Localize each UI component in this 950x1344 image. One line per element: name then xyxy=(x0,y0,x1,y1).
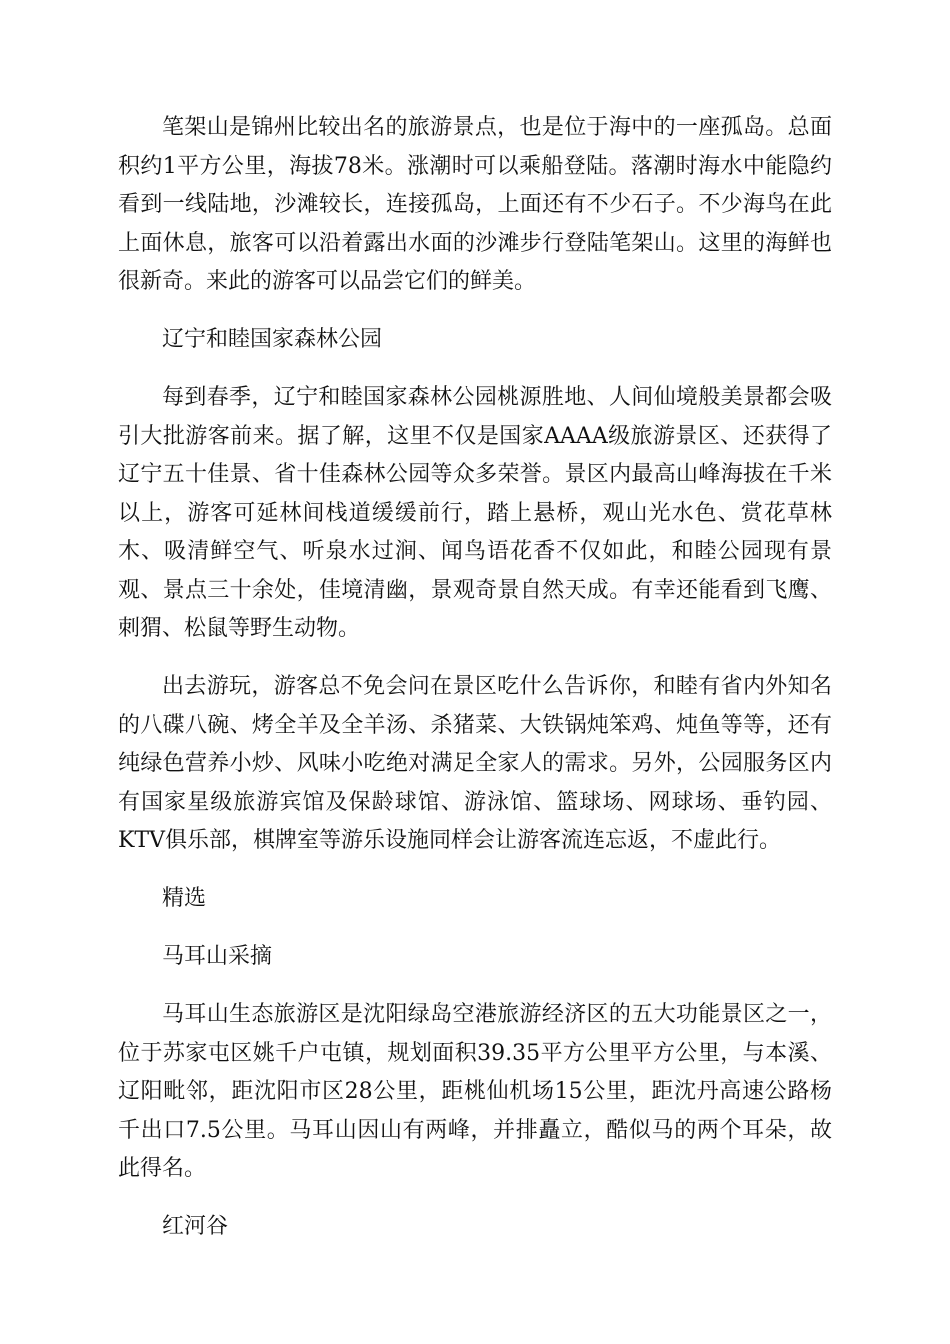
heading-hemu-forest-park: 辽宁和睦国家森林公园 xyxy=(162,327,383,352)
document-body xyxy=(118,109,832,1266)
paragraph-hemu-food: 出去游玩，游客总不免会问在景区吃什么告诉你，和睦有省内外知名的八碟八碗、烤全羊及全羊汤、杀猪菜、大铁锅炖笨鸡、炖鱼等等，还有纯绿色营养小炒、风味小吃绝对满足全家人的需求。另外，公园服务区内有国家星级旅游宾馆及保龄球馆、游泳馆、篮球场、网球场、垂钓园、KTV俱乐部，棋牌室等游乐设施同样会让游客流连忘返，不虚此行。 xyxy=(118,674,832,853)
heading-featured: 精选 xyxy=(162,886,207,911)
paragraph-hemu-spring: 每到春季，辽宁和睦国家森林公园桃源胜地、人间仙境般美景都会吸引大批游客前来。据了解，这里不仅是国家AAAA级旅游景区、还获得了辽宁五十佳景、省十佳森林公园等众多荣誉。景区内最高山峰海拔在千米以上，游客可延林间栈道缓缓前行，踏上悬桥，观山光水色、赏花草林木、吸清鲜空气、听泉水过涧、闻鸟语花香不仅如此，和睦公园现有景观、景点三十余处，佳境清幽，景观奇景自然天成。有幸还能看到飞鹰、刺猬、松鼠等野生动物。 xyxy=(118,385,832,641)
paragraph-maershan: 马耳山生态旅游区是沈阳绿岛空港旅游经济区的五大功能景区之一，位于苏家屯区姚千户屯镇，规划面积39.35平方公里平方公里，与本溪、辽阳毗邻，距沈阳市区28公里，距桃仙机场15公里，距沈丹高速公路杨千出口7.5公里。马耳山因山有两峰，并排矗立，酷似马的两个耳朵，故此得名。 xyxy=(118,1002,832,1181)
paragraph-bijiashan: 笔架山是锦州比较出名的旅游景点，也是位于海中的一座孤岛。总面积约1平方公里，海拔78米。涨潮时可以乘船登陆。落潮时海水中能隐约看到一线陆地，沙滩较长，连接孤岛，上面还有不少石子。不少海鸟在此上面休息，旅客可以沿着露出水面的沙滩步行登陆笔架山。这里的海鲜也很新奇。来此的游客可以品尝它们的鲜美。 xyxy=(118,115,832,294)
heading-honghegu: 红河谷 xyxy=(162,1214,229,1239)
heading-maershan-picking: 马耳山采摘 xyxy=(162,944,273,969)
